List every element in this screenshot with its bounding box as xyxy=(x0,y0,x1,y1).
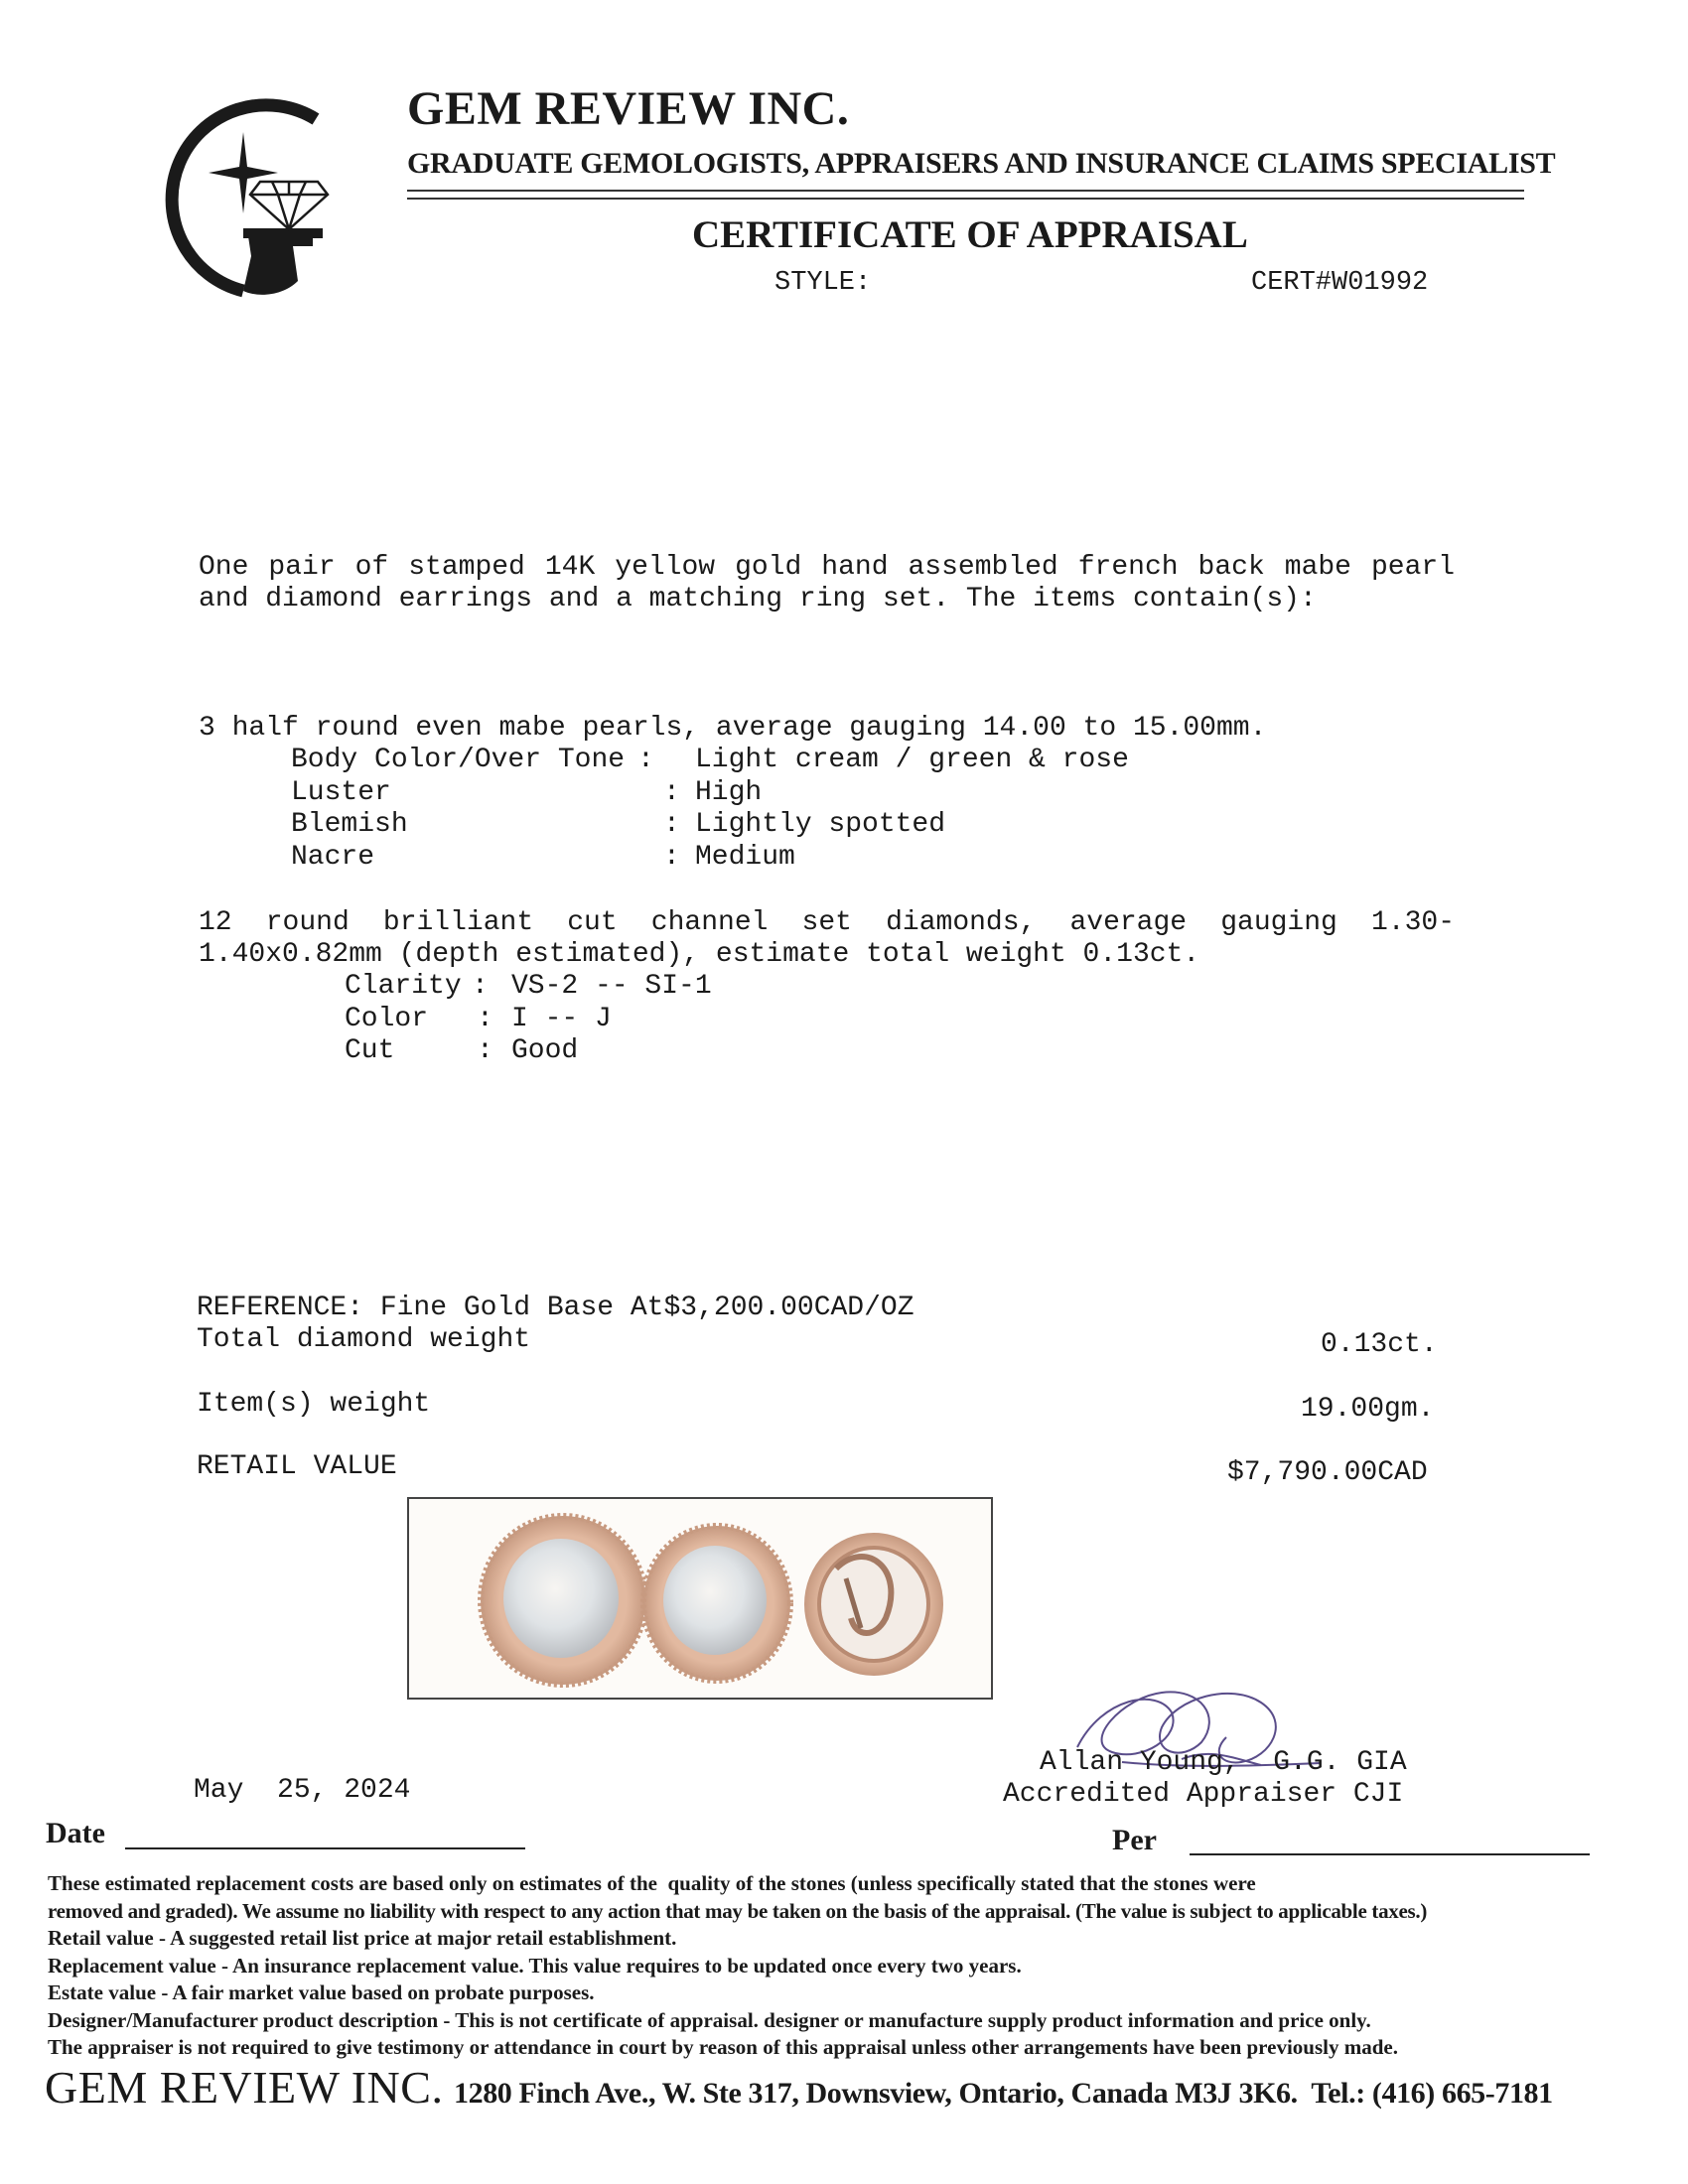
disclaimer-line: Designer/Manufacturer product description - This is not certificate of appraisal. designer or manufacture supply product information and price only. xyxy=(48,2008,1371,2032)
pearl-detail-value: High xyxy=(695,777,763,808)
pearl-detail-value: Lightly spotted xyxy=(695,809,946,840)
diamond-detail-colon: : xyxy=(472,971,489,1002)
total-diamond-weight-value: 0.13ct. xyxy=(1321,1329,1438,1360)
per-label: Per xyxy=(1112,1824,1157,1856)
company-tagline: GRADUATE GEMOLOGISTS, APPRAISERS AND INSURANCE CLAIMS SPECIALIST xyxy=(407,147,1556,180)
certificate-title: CERTIFICATE OF APPRAISAL xyxy=(692,213,1248,256)
pearl-detail-label: Luster xyxy=(291,777,391,808)
pearl-detail-colon: : xyxy=(663,809,680,840)
diamond-detail-value: I -- J xyxy=(511,1004,612,1034)
pearl-detail-label: Blemish xyxy=(291,809,408,840)
diamond-detail-label: Color xyxy=(345,1004,429,1034)
diamond-detail-colon: : xyxy=(477,1035,493,1066)
pearl-description: 3 half round even mabe pearls, average gauging 14.00 to 15.00mm. xyxy=(199,713,1267,744)
pearl-detail-colon: : xyxy=(637,745,654,775)
disclaimer-line: removed and graded). We assume no liability with respect to any action that may be taken on the basis of the appraisal. (The value is subject to applicable taxes.) xyxy=(48,1899,1428,1923)
items-weight-value: 19.00gm. xyxy=(1301,1394,1435,1425)
gold-reference: REFERENCE: Fine Gold Base At$3,200.00CAD/OZ xyxy=(197,1293,914,1323)
retail-value-label: RETAIL VALUE xyxy=(197,1451,397,1482)
pearl-detail-colon: : xyxy=(663,842,680,873)
certificate-number: CERT#W01992 xyxy=(1251,268,1429,298)
pearl-detail-value: Medium xyxy=(695,842,795,873)
appraiser-name: Allan Young, G.G. GIA xyxy=(1040,1747,1407,1778)
pearl-detail-label: Nacre xyxy=(291,842,375,873)
per-signature-line xyxy=(1190,1853,1590,1855)
jewelry-photo-icon xyxy=(409,1499,991,1698)
style-label: STYLE: xyxy=(774,268,872,298)
date-label: Date xyxy=(46,1817,105,1849)
item-description: One pair of stamped 14K yellow gold hand assembled french back mabe pearl and diamond earrings and a matching ring set. The items contain(s): xyxy=(199,552,1455,614)
retail-value-amount: $7,790.00CAD xyxy=(1227,1457,1428,1488)
appraiser-title: Accredited Appraiser CJI xyxy=(1003,1779,1404,1810)
header-rule xyxy=(407,198,1524,200)
disclaimer-line: Retail value - A suggested retail list price at major retail establishment. xyxy=(48,1926,677,1950)
pearl-detail-label: Body Color/Over Tone xyxy=(291,745,626,775)
diamond-description: 12 round brilliant cut channel set diamonds, average gauging 1.30-1.40x0.82mm (depth estimated), estimate total weight 0.13ct. xyxy=(199,907,1455,970)
date-signature-line xyxy=(125,1847,525,1849)
disclaimer-line: The appraiser is not required to give testimony or attendance in court by reason of this appraisal unless other arrangements have been previously made. xyxy=(48,2035,1398,2059)
company-name: GEM REVIEW INC. xyxy=(407,82,850,135)
disclaimer-line: Estate value - A fair market value based on probate purposes. xyxy=(48,1980,595,2004)
footer-address: 1280 Finch Ave., W. Ste 317, Downsview, Ontario, Canada M3J 3K6. Tel.: (416) 665-7181 xyxy=(454,2077,1553,2110)
diamond-detail-value: VS-2 -- SI-1 xyxy=(511,971,712,1002)
disclaimer-line: These estimated replacement costs are based only on estimates of the quality of the stones (unless specifically stated that the stones were xyxy=(48,1871,1256,1895)
pearl-detail-value: Light cream / green & rose xyxy=(695,745,1129,775)
footer-company-name: GEM REVIEW INC. xyxy=(45,2062,444,2113)
appraisal-date: May 25, 2024 xyxy=(194,1775,411,1806)
diamond-detail-colon: : xyxy=(477,1004,493,1034)
disclaimer-line: Replacement value - An insurance replacement value. This value requires to be updated once every two years. xyxy=(48,1954,1022,1978)
diamond-star-g-logo-icon xyxy=(149,87,348,301)
header-rule xyxy=(407,190,1524,192)
jewelry-photo xyxy=(407,1497,993,1700)
diamond-detail-value: Good xyxy=(511,1035,579,1066)
items-weight-label: Item(s) weight xyxy=(197,1389,431,1420)
diamond-detail-label: Clarity xyxy=(345,971,462,1002)
diamond-detail-label: Cut xyxy=(345,1035,395,1066)
total-diamond-weight-label: Total diamond weight xyxy=(197,1324,531,1355)
pearl-detail-colon: : xyxy=(663,777,680,808)
